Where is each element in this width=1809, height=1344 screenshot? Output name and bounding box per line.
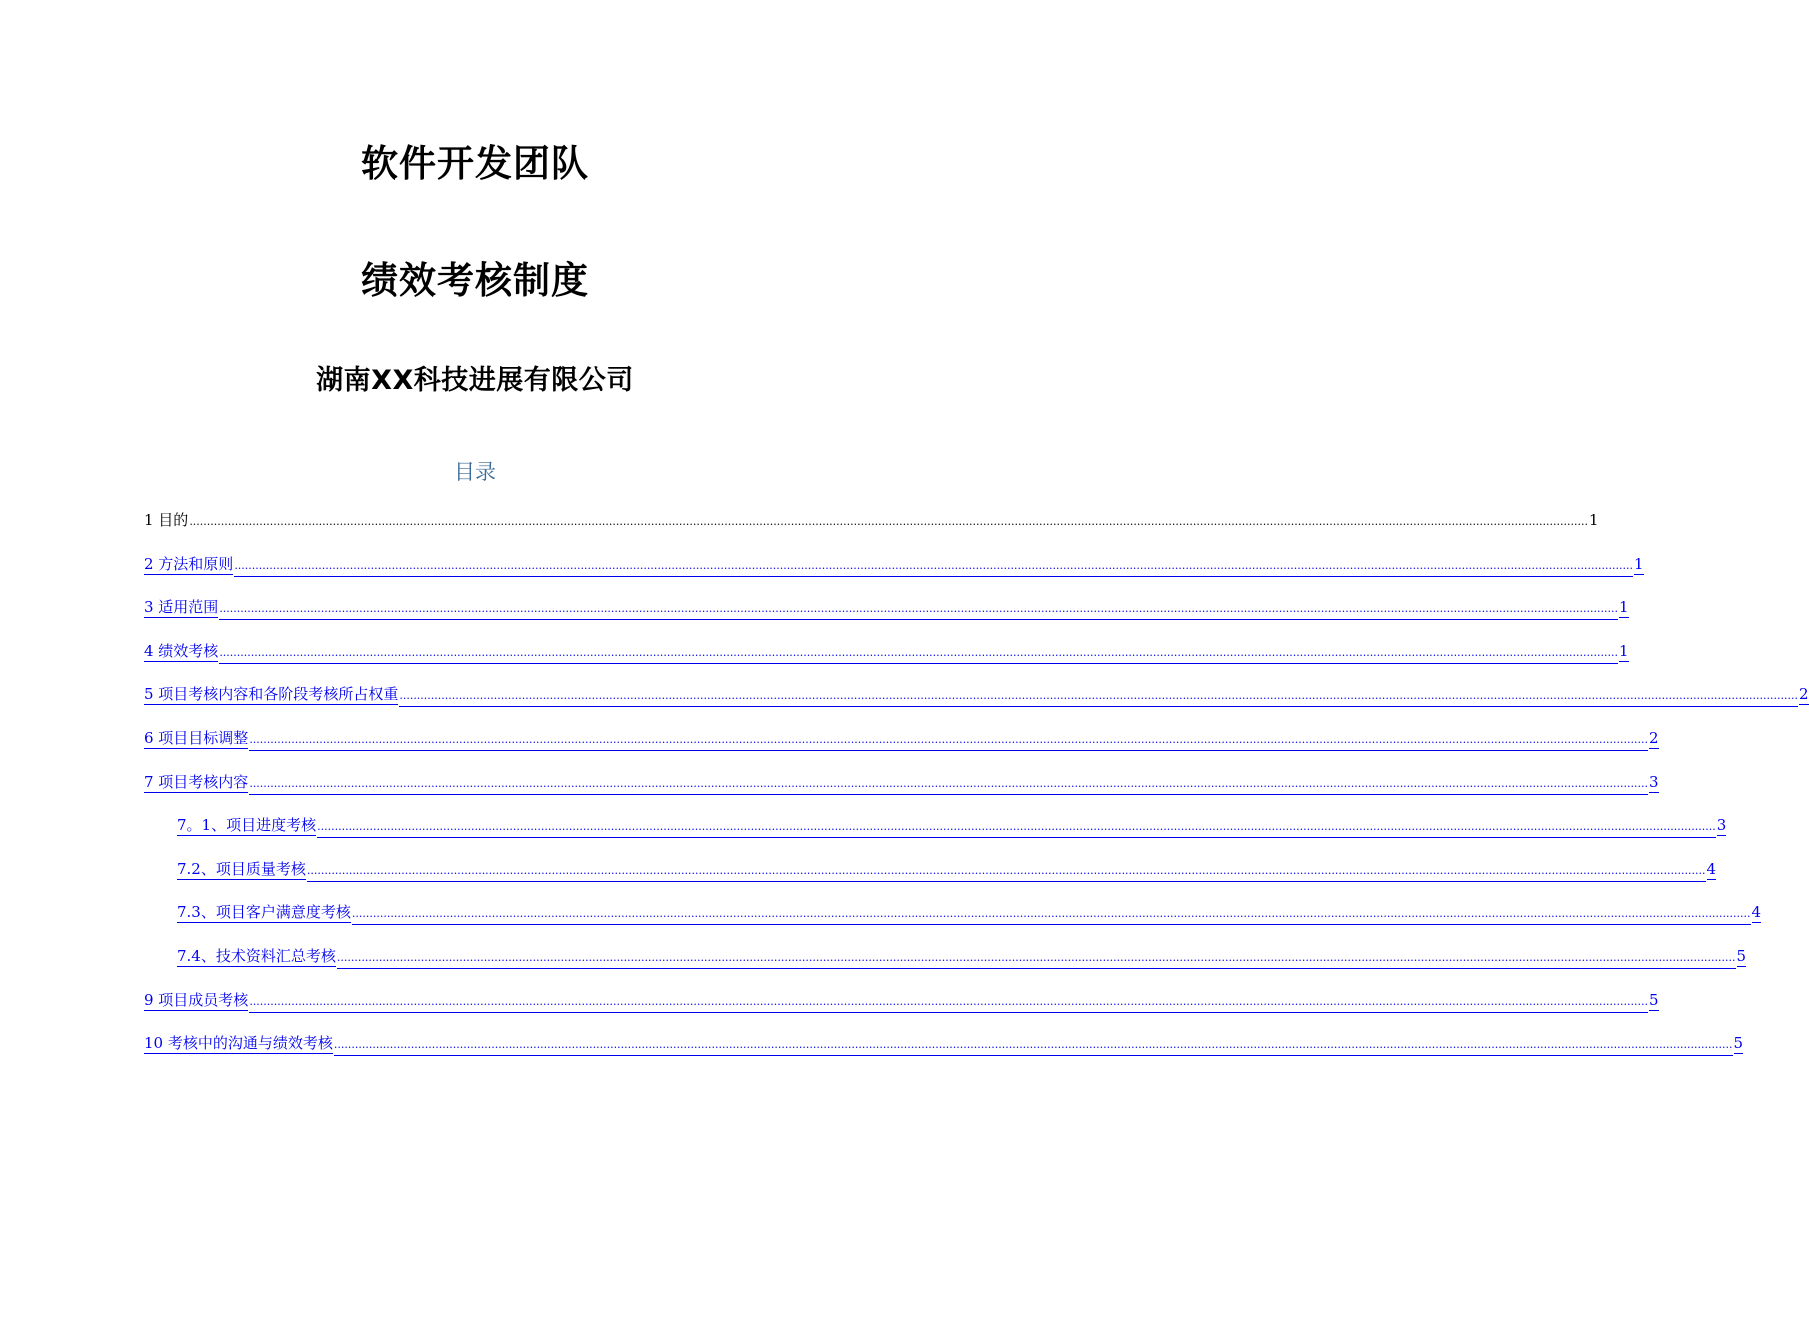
toc-entry-label: 10 考核中的沟通与绩效考核 [144, 1034, 333, 1052]
toc-entry-page-number: 1 [1588, 511, 1599, 529]
toc-entry[interactable] [144, 554, 1644, 574]
toc-entry-label: 4 绩效考核 [144, 642, 219, 660]
toc-entry-page-number: 4 [1751, 903, 1762, 921]
toc-entry[interactable] [144, 1033, 1744, 1053]
toc-entry[interactable] [177, 815, 1727, 835]
toc-entry [144, 510, 1599, 530]
toc-entry-label: 2 方法和原则 [144, 555, 234, 573]
toc-entry[interactable] [144, 597, 1629, 617]
document-title-line2: 绩效考核制度 [361, 259, 589, 302]
company-name: 湖南XX科技进展有限公司 [316, 365, 634, 396]
toc-entry-label: 7 项目考核内容 [144, 773, 249, 791]
toc-dot-leader: ................................................................................................................................................................................................................................................................................................................................................................................................................ [399, 686, 1798, 707]
toc-entry[interactable] [144, 684, 1809, 704]
toc-entry-page-number: 1 [1618, 598, 1629, 616]
toc-entry[interactable] [144, 990, 1659, 1010]
toc-dot-leader: ................................................................................................................................................................................................................................................................................................................................................................................................................ [249, 774, 1648, 795]
toc-entry[interactable] [177, 902, 1762, 922]
toc-entry-label: 7。1、项目进度考核 [177, 816, 317, 834]
toc-entry-page-number: 4 [1706, 860, 1717, 878]
toc-dot-leader: ................................................................................................................................................................................................................................................................................................................................................................................................................ [352, 904, 1751, 925]
toc-entry-label: 9 项目成员考核 [144, 991, 249, 1009]
toc-entry-label: 7.4、技术资料汇总考核 [177, 947, 336, 965]
toc-entry-page-number: 1 [1633, 555, 1644, 573]
toc-dot-leader: ................................................................................................................................................................................................................................................................................................................................................................................................................ [334, 1035, 1733, 1056]
toc-dot-leader: ................................................................................................................................................................................................................................................................................................................................................................................................................ [249, 992, 1648, 1013]
toc-dot-leader: ................................................................................................................................................................................................................................................................................................................................................................................................................ [189, 515, 1588, 528]
toc-entry-label: 7.2、项目质量考核 [177, 860, 306, 878]
toc-entry-label: 1 目的 [144, 511, 189, 529]
toc-entry-page-number: 2 [1648, 729, 1659, 747]
toc-entry-page-number: 5 [1736, 947, 1747, 965]
toc-heading: 目录 [454, 460, 496, 484]
toc-entry-page-number: 2 [1798, 685, 1809, 703]
toc-dot-leader: ................................................................................................................................................................................................................................................................................................................................................................................................................ [337, 948, 1736, 969]
toc-entry[interactable] [144, 728, 1659, 748]
toc-entry-label: 5 项目考核内容和各阶段考核所占权重 [144, 685, 399, 703]
toc-entry[interactable] [144, 772, 1659, 792]
toc-dot-leader: ................................................................................................................................................................................................................................................................................................................................................................................................................ [234, 556, 1633, 577]
toc-entry-label: 3 适用范围 [144, 598, 219, 616]
toc-entry-page-number: 5 [1648, 991, 1659, 1009]
toc-entry-page-number: 5 [1733, 1034, 1744, 1052]
toc-entry[interactable] [177, 859, 1717, 879]
toc-dot-leader: ................................................................................................................................................................................................................................................................................................................................................................................................................ [219, 643, 1618, 664]
toc-entry[interactable] [177, 946, 1747, 966]
toc-dot-leader: ................................................................................................................................................................................................................................................................................................................................................................................................................ [219, 599, 1618, 620]
document-title-line1: 软件开发团队 [361, 142, 589, 185]
toc-entry-label: 7.3、项目客户满意度考核 [177, 903, 351, 921]
toc-entry-page-number: 3 [1716, 816, 1727, 834]
toc-entry-page-number: 3 [1648, 773, 1659, 791]
toc-dot-leader: ................................................................................................................................................................................................................................................................................................................................................................................................................ [317, 817, 1716, 838]
toc-entry-label: 6 项目目标调整 [144, 729, 249, 747]
toc-entry[interactable] [144, 641, 1629, 661]
toc-dot-leader: ................................................................................................................................................................................................................................................................................................................................................................................................................ [307, 861, 1706, 882]
toc-dot-leader: ................................................................................................................................................................................................................................................................................................................................................................................................................ [249, 730, 1648, 751]
toc-entry-page-number: 1 [1618, 642, 1629, 660]
